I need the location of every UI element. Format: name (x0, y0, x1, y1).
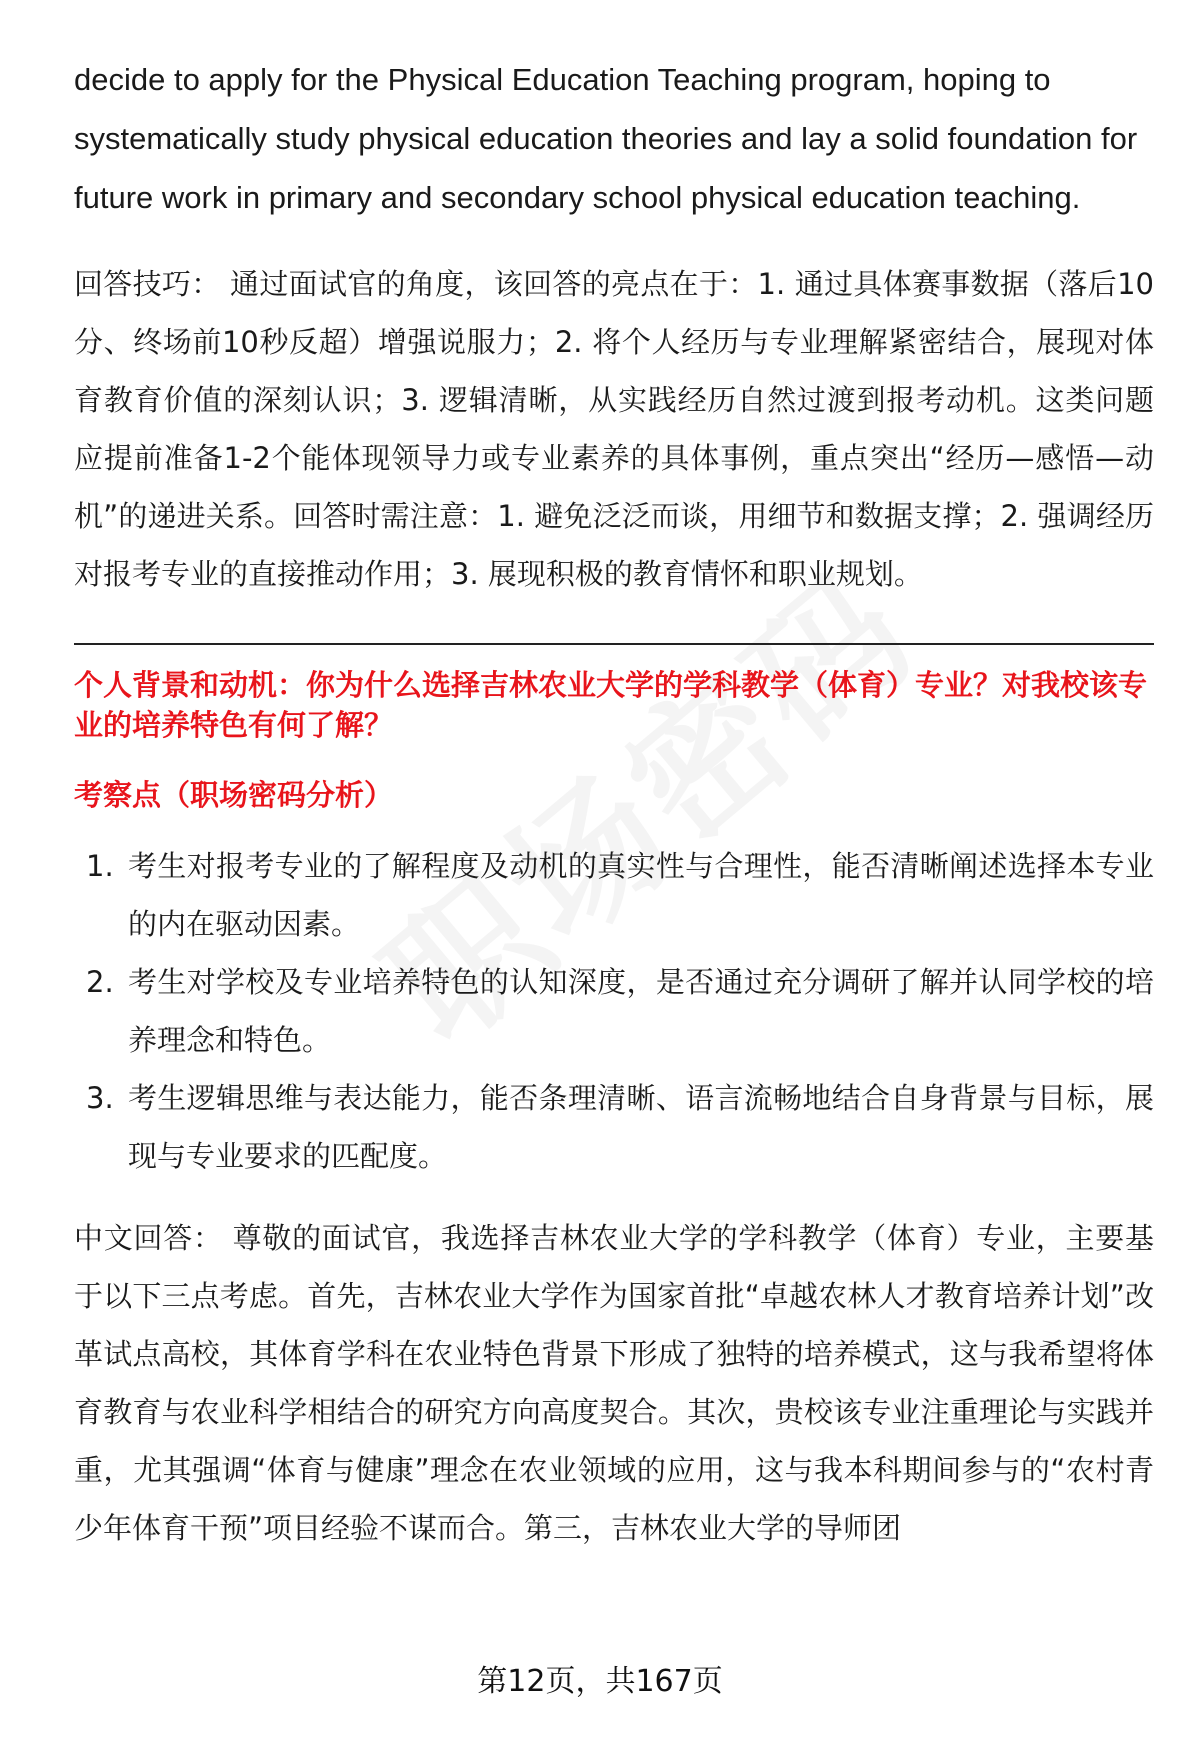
list-item-text: 考生对学校及专业培养特色的认知深度，是否通过充分调研了解并认同学校的培养理念和特色。 (128, 965, 1154, 1057)
list-item-number: 3. (86, 1081, 114, 1115)
section-divider (74, 643, 1154, 645)
list-item (74, 837, 1154, 953)
question-heading: 个人背景和动机：你为什么选择吉林农业大学的学科教学（体育）专业？对我校该专业的培养特色有何了解？ (74, 668, 1148, 742)
list-item-number: 1. (86, 849, 114, 883)
english-answer-paragraph: decide to apply for the Physical Education Teaching program, hoping to systematically study physical education theories and lay a solid foundation for future work in primary and secondary school physical education teaching. (74, 62, 1138, 215)
list-item (74, 953, 1154, 1069)
list-item-text: 考生逻辑思维与表达能力，能否条理清晰、语言流畅地结合自身背景与目标，展现与专业要求的匹配度。 (128, 1081, 1154, 1173)
page-footer: 第12页，共167页 (477, 1664, 723, 1699)
chinese-answer-paragraph: 中文回答： 尊敬的面试官，我选择吉林农业大学的学科教学（体育）专业，主要基于以下三点考虑。首先，吉林农业大学作为国家首批“卓越农林人才教育培养计划”改革试点高校，其体育学科在农业特色背景下形成了独特的培养模式，这与我希望将体育教育与农业科学相结合的研究方向高度契合。其次，贵校该专业注重理论与实践并重，尤其强调“体育与健康”理念在农业领域的应用，这与我本科期间参与的“农村青少年体育干预”项目经验不谋而合。第三，吉林农业大学的导师团 (74, 1221, 1154, 1545)
answer-tips-paragraph: 回答技巧： 通过面试官的角度，该回答的亮点在于：1. 通过具体赛事数据（落后10分、终场前10秒反超）增强说服力；2. 将个人经历与专业理解紧密结合，展现对体育教育价值的深刻认识；3. 逻辑清晰，从实践经历自然过渡到报考动机。这类问题应提前准备1-2个能体现领导力或专业素养的具体事例，重点突出“经历—感悟—动机”的递进关系。回答时需注意：1. 避免泛泛而谈，用细节和数据支撑；2. 强调经历对报考专业的直接推动作用；3. 展现积极的教育情怀和职业规划。 (74, 267, 1154, 591)
document-page (74, 50, 1154, 1557)
list-item (74, 1069, 1154, 1185)
analysis-points-list (74, 837, 1154, 1185)
analysis-heading: 考察点（职场密码分析） (74, 778, 394, 812)
list-item-text: 考生对报考专业的了解程度及动机的真实性与合理性，能否清晰阐述选择本专业的内在驱动因素。 (128, 849, 1154, 941)
list-item-number: 2. (86, 965, 114, 999)
